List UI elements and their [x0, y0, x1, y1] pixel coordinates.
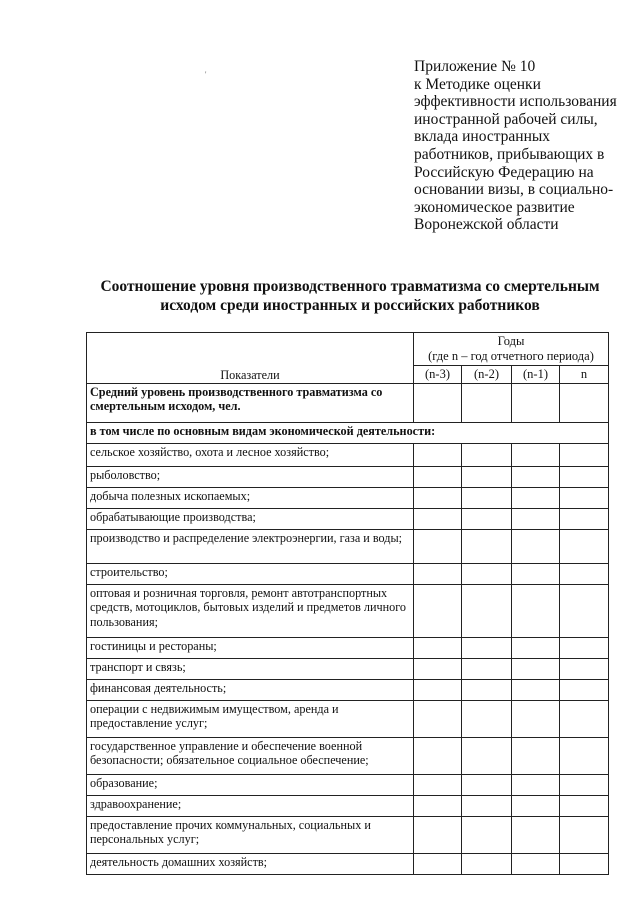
indicator-cell: финансовая деятельность;: [87, 680, 414, 701]
header-years: [414, 333, 609, 366]
indicator-cell: рыболовство;: [87, 467, 414, 488]
value-cell[interactable]: [462, 659, 512, 680]
table-row: [87, 854, 609, 875]
value-cell[interactable]: [462, 738, 512, 775]
indicator-cell: государственное управление и обеспечение военной безопасности; обязательное социальное обеспечение;: [87, 738, 414, 775]
value-cell[interactable]: [462, 854, 512, 875]
value-cell[interactable]: [414, 384, 462, 423]
value-cell[interactable]: [414, 775, 462, 796]
value-cell[interactable]: [512, 701, 560, 738]
appendix-line: к Методике оценки: [414, 75, 541, 93]
header-col-n-1: (n-1): [512, 366, 560, 384]
appendix-line: иностранной рабочей силы,: [414, 110, 598, 128]
indicator-cell: в том числе по основным видам экономической деятельности:: [87, 423, 609, 444]
value-cell[interactable]: [414, 444, 462, 467]
value-cell[interactable]: [462, 467, 512, 488]
section-row: [87, 423, 609, 444]
table-row: [87, 701, 609, 738]
table-row: [87, 384, 609, 423]
value-cell[interactable]: [462, 796, 512, 817]
value-cell[interactable]: [512, 488, 560, 509]
appendix-line: экономическое развитие: [414, 198, 575, 216]
header-col-n-3: (n-3): [414, 366, 462, 384]
indicator-cell: добыча полезных ископаемых;: [87, 488, 414, 509]
appendix-line: эффективности использования: [414, 93, 617, 111]
header-years-note: (где n – год отчетного периода): [428, 349, 594, 363]
appendix-line: Воронежской области: [414, 216, 559, 234]
value-cell[interactable]: [462, 384, 512, 423]
table-body: [87, 384, 609, 875]
value-cell[interactable]: [512, 775, 560, 796]
indicator-cell: гостиницы и рестораны;: [87, 638, 414, 659]
value-cell[interactable]: [414, 738, 462, 775]
value-cell[interactable]: [462, 817, 512, 854]
appendix-line: вклада иностранных: [414, 128, 551, 146]
indicator-cell: предоставление прочих коммунальных, социальных и персональных услуг;: [87, 817, 414, 854]
value-cell[interactable]: [560, 775, 609, 796]
value-cell[interactable]: [462, 701, 512, 738]
value-cell[interactable]: [512, 796, 560, 817]
value-cell[interactable]: [512, 854, 560, 875]
value-cell[interactable]: [414, 467, 462, 488]
value-cell[interactable]: [414, 585, 462, 638]
value-cell[interactable]: [414, 659, 462, 680]
table-row: [87, 467, 609, 488]
table-row: [87, 738, 609, 775]
value-cell[interactable]: [512, 564, 560, 585]
document-title: [60, 277, 640, 315]
value-cell[interactable]: [560, 444, 609, 467]
table-row: [87, 444, 609, 467]
header-row-years: [87, 333, 609, 366]
value-cell[interactable]: [414, 680, 462, 701]
value-cell[interactable]: [512, 444, 560, 467]
value-cell[interactable]: [414, 796, 462, 817]
appendix-line: основании визы, в социально-: [414, 181, 614, 199]
value-cell[interactable]: [512, 509, 560, 530]
indicator-cell: строительство;: [87, 564, 414, 585]
value-cell[interactable]: [560, 638, 609, 659]
appendix-block: [414, 58, 636, 234]
table-row: [87, 638, 609, 659]
value-cell[interactable]: [560, 488, 609, 509]
header-indicator: Показатели: [87, 333, 414, 384]
value-cell[interactable]: [512, 738, 560, 775]
table-row: [87, 530, 609, 564]
value-cell[interactable]: [560, 659, 609, 680]
appendix-line: Приложение № 10: [414, 58, 536, 75]
indicator-cell: образование;: [87, 775, 414, 796]
value-cell[interactable]: [462, 530, 512, 564]
value-cell[interactable]: [414, 564, 462, 585]
header-col-n-2: (n-2): [462, 366, 512, 384]
table-row: [87, 817, 609, 854]
value-cell[interactable]: [560, 796, 609, 817]
header-col-n: n: [560, 366, 609, 384]
value-cell[interactable]: [560, 564, 609, 585]
table-row: [87, 585, 609, 638]
value-cell[interactable]: [560, 817, 609, 854]
appendix-line: Российскую Федерацию на: [414, 163, 594, 181]
table-row: [87, 775, 609, 796]
table-row: [87, 509, 609, 530]
value-cell[interactable]: [560, 384, 609, 423]
value-cell[interactable]: [560, 585, 609, 638]
value-cell[interactable]: [414, 638, 462, 659]
value-cell[interactable]: [560, 509, 609, 530]
value-cell[interactable]: [462, 488, 512, 509]
title-line-2: исходом среди иностранных и российских работников: [160, 297, 540, 314]
value-cell[interactable]: [560, 530, 609, 564]
scan-speck: ': [205, 70, 207, 79]
table-row: [87, 488, 609, 509]
value-cell[interactable]: [462, 444, 512, 467]
value-cell[interactable]: [414, 817, 462, 854]
table-row: [87, 659, 609, 680]
value-cell[interactable]: [414, 701, 462, 738]
value-cell[interactable]: [560, 680, 609, 701]
indicator-cell: Средний уровень производственного травматизма со смертельным исходом, чел.: [87, 384, 414, 423]
table-row: [87, 680, 609, 701]
indicator-cell: производство и распределение электроэнергии, газа и воды;: [87, 530, 414, 564]
value-cell[interactable]: [512, 638, 560, 659]
indicator-cell: сельское хозяйство, охота и лесное хозяйство;: [87, 444, 414, 467]
indicator-cell: транспорт и связь;: [87, 659, 414, 680]
indicator-cell: операции с недвижимым имуществом, аренда и предоставление услуг;: [87, 701, 414, 738]
appendix-line: работников, прибывающих в: [414, 145, 605, 163]
value-cell[interactable]: [414, 530, 462, 564]
value-cell[interactable]: [512, 659, 560, 680]
header-years-label: Годы: [497, 334, 525, 348]
value-cell[interactable]: [560, 738, 609, 775]
table-row: [87, 564, 609, 585]
value-cell[interactable]: [462, 680, 512, 701]
value-cell[interactable]: [462, 585, 512, 638]
value-cell[interactable]: [414, 509, 462, 530]
indicator-cell: оптовая и розничная торговля, ремонт автотранспортных средств, мотоциклов, бытовых изделий и предметов личного пользования;: [87, 585, 414, 638]
value-cell[interactable]: [512, 817, 560, 854]
indicators-table: [86, 332, 609, 875]
table-row: [87, 796, 609, 817]
indicator-cell: деятельность домашних хозяйств;: [87, 854, 414, 875]
value-cell[interactable]: [462, 638, 512, 659]
value-cell[interactable]: [512, 585, 560, 638]
value-cell[interactable]: [512, 467, 560, 488]
value-cell[interactable]: [512, 384, 560, 423]
value-cell[interactable]: [560, 701, 609, 738]
value-cell[interactable]: [512, 530, 560, 564]
value-cell[interactable]: [414, 854, 462, 875]
value-cell[interactable]: [462, 775, 512, 796]
value-cell[interactable]: [462, 564, 512, 585]
value-cell[interactable]: [462, 509, 512, 530]
value-cell[interactable]: [560, 467, 609, 488]
value-cell[interactable]: [414, 488, 462, 509]
title-line-1: Соотношение уровня производственного травматизма со смертельным: [100, 278, 600, 295]
value-cell[interactable]: [560, 854, 609, 875]
indicator-cell: обрабатывающие производства;: [87, 509, 414, 530]
indicator-cell: здравоохранение;: [87, 796, 414, 817]
value-cell[interactable]: [512, 680, 560, 701]
